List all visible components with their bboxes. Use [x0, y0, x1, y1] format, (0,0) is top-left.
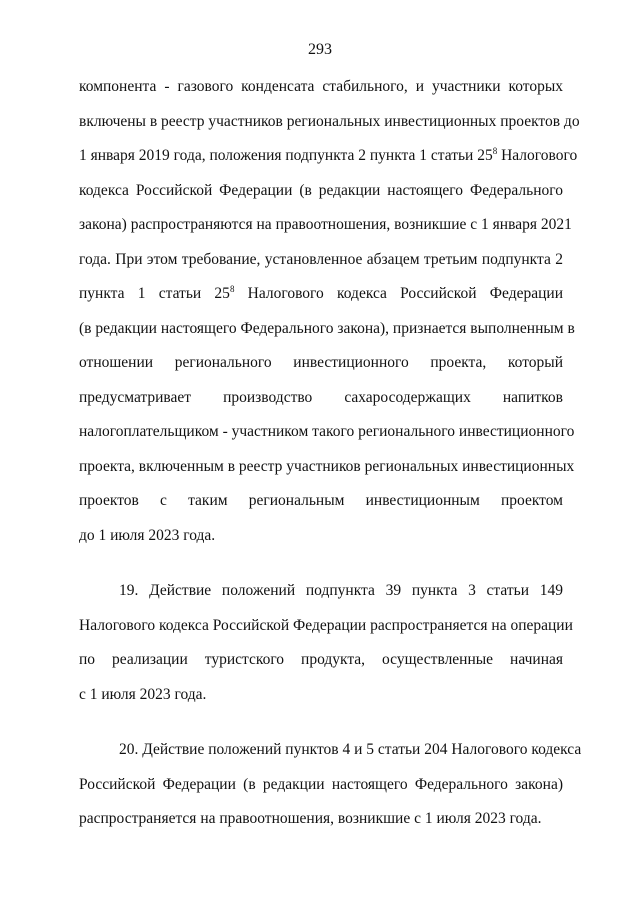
text-line: отношении регионального инвестиционного проекта, который [79, 354, 563, 371]
text-line: до 1 июля 2023 года. [79, 526, 216, 544]
paragraph-20 [79, 739, 582, 843]
document-body [79, 76, 582, 843]
text-line: по реализации туристского продукта, осуществленные начиная [79, 651, 563, 668]
superscript: 8 [492, 145, 498, 156]
text-line: 1 января 2019 года, положения подпункта 2 пункта 1 статьи $25^8$ Налогового [79, 145, 578, 164]
text-line: проекта, включенным в реестр участников региональных инвестиционных [79, 457, 575, 475]
text-line: распространяется на правоотношения, возникшие с 1 июля 2023 года. [79, 810, 542, 827]
text-line: Российской Федерации (в редакции настоящего Федерального закона) [79, 775, 563, 793]
text-line: (в редакции настоящего Федерального закона), признается выполненным в [79, 319, 575, 337]
text-line: пункта 1 статьи $25^8$ Налогового кодекса Российской Федерации [79, 283, 563, 302]
text-line: проектов с таким региональным инвестиционным проектом [79, 492, 563, 509]
text-line: 20. Действие положений пунктов 4 и 5 статьи 204 Налогового кодекса [119, 741, 582, 758]
text-line: включены в реестр участников региональных инвестиционных проектов до [79, 112, 580, 130]
page-number: 293 [308, 41, 332, 58]
paragraph-19 [79, 580, 573, 718]
text-line: с 1 июля 2023 года. [79, 685, 207, 703]
text-line: Налогового кодекса Российской Федерации распространяется на операции [79, 616, 573, 634]
text-line: налогоплательщиком - участником такого регионального инвестиционного [79, 423, 575, 440]
text-line: закона) распространяются на правоотношения, возникшие с 1 января 2021 [79, 216, 572, 233]
paragraph-continued [79, 76, 580, 559]
text-line: года. При этом требование, установленное абзацем третьим подпункта 2 [79, 250, 563, 268]
text-line: кодекса Российской Федерации (в редакции настоящего Федерального [79, 181, 563, 199]
superscript: 8 [229, 283, 235, 294]
text-line: предусматривает производство сахаросодержащих напитков [79, 388, 563, 406]
text-line: 19. Действие положений подпункта 39 пункта 3 статьи 149 [119, 582, 563, 599]
text-line: компонента - газового конденсата стабильного, и участники которых [79, 78, 563, 95]
